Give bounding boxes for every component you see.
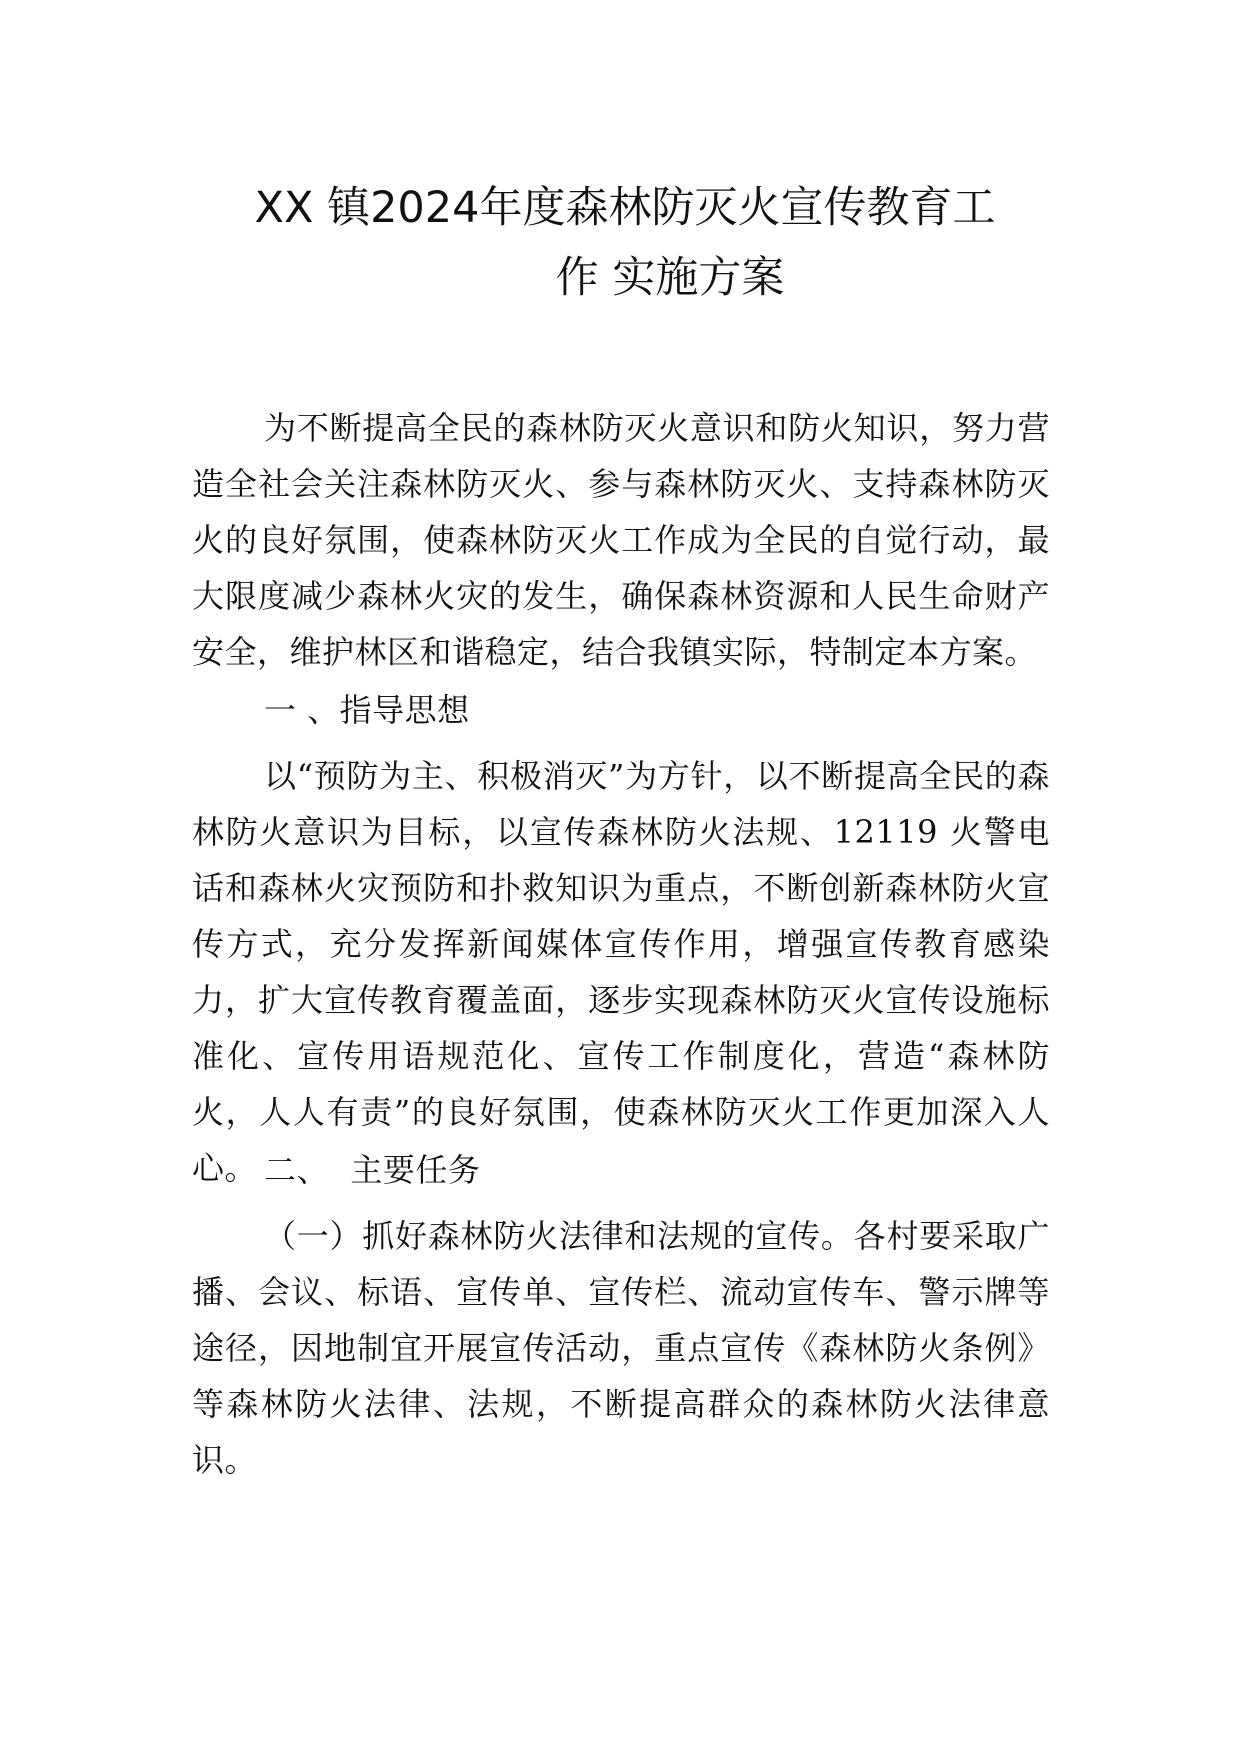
document-title-line-2: 作 实施方案 xyxy=(555,253,785,303)
section-heading-main-tasks: 二、 主要任务 xyxy=(264,1151,481,1189)
guiding-ideology-paragraph: 以“预防为主、积极消灭”为方针，以不断提高全民的森林防火意识为目标，以宣传森林防火法规、12119 火警电话和森林火灾预防和扑救知识为重点，不断创新森林防火宣传方式，充分发挥新闻媒体宣传作用，增强宣传教育感染力，扩大宣传教育覆盖面，逐步实现森林防灭火宣传设施标准化、宣传用语规范化、宣传工作制度化，营造“森林防火，人人有责”的良好氛围，使森林防灭火工作更加深入人心。 xyxy=(192,757,1050,1187)
intro-paragraph: 为不断提高全民的森林防灭火意识和防火知识，努力营造全社会关注森林防灭火、参与森林防灭火、支持森林防灭火的良好氛围，使森林防灭火工作成为全民的自觉行动，最大限度减少森林火灾的发生，确保森林资源和人民生命财产安全，维护林区和谐稳定，结合我镇实际，特制定本方案。 xyxy=(192,409,1050,671)
document-title-line-1: XX 镇2024年度森林防灭火宣传教育工 xyxy=(254,183,996,233)
main-task-item-1: （一）抓好森林防火法律和法规的宣传。各村要采取广播、会议、标语、宣传单、宣传栏、流动宣传车、警示牌等途径，因地制宜开展宣传活动，重点宣传《森林防火条例》等森林防火法律、法规，不断提高群众的森林防火法律意识。 xyxy=(192,1217,1050,1479)
section-heading-guiding-ideology: 一 、指导思想 xyxy=(264,691,470,729)
